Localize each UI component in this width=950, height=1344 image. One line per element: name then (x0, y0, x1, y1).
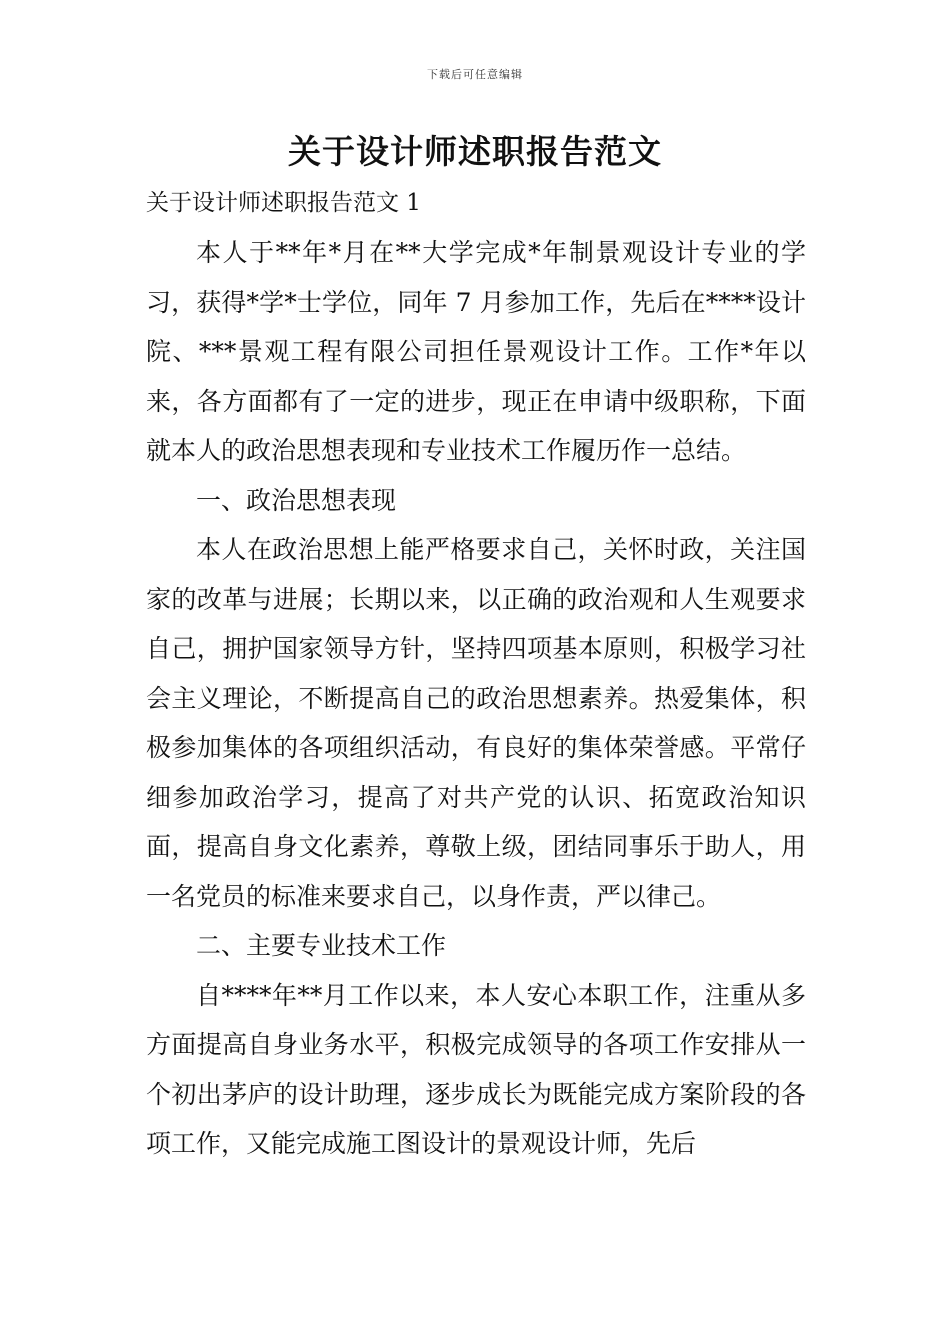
paragraph-political: 本人在政治思想上能严格要求自己，关怀时政，关注国家的改革与进展；长期以来，以正确的政治观和人生观要求自己，拥护国家领导方针，坚持四项基本原则，积极学习社会主义理论，不断提高自己的政治思想素养。热爱集体，积极参加集体的各项组织活动，有良好的集体荣誉感。平常仔细参加政治学习，提高了对共产党的认识、拓宽政治知识面，提高自身文化素养，尊敬上级，团结同事乐于助人，用一名党员的标准来要求自己，以身作责，严以律己。 (146, 535, 806, 911)
document-subtitle: 关于设计师述职报告范文 1 (146, 190, 421, 216)
header-note: 下载后可任意编辑 (427, 68, 523, 81)
document-title: 关于设计师述职报告范文 (288, 132, 662, 171)
section-heading-political: 一、政治思想表现 (196, 485, 397, 515)
section-heading-technical: 二、主要专业技术工作 (196, 931, 447, 960)
paragraph-technical: 自****年**月工作以来，本人安心本职工作，注重从多方面提高自身业务水平，积极完成领导的各项工作安排从一个初出茅庐的设计助理，逐步成长为既能完成方案阶段的各项工作，又能完成施工图设计的景观设计师，先后 (146, 980, 806, 1158)
document-body (146, 228, 806, 1169)
paragraph-intro: 本人于**年*月在**大学完成*年制景观设计专业的学习，获得*学*士学位，同年 7 月参加工作，先后在****设计院、***景观工程有限公司担任景观设计工作。工作*年以来，各方面都有了一定的进步，现正在申请中级职称，下面就本人的政治思想表现和专业技术工作履历作一总结。 (146, 238, 806, 465)
